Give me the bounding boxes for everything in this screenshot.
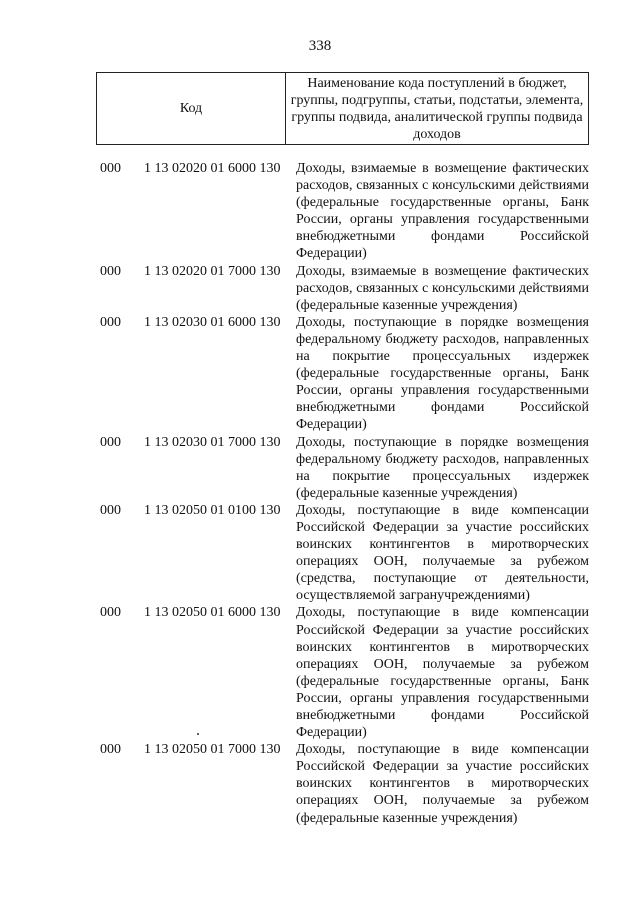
table-row xyxy=(96,502,589,605)
income-code: 1 13 02030 01 7000 130 xyxy=(144,434,281,450)
income-code: 1 13 02030 01 6000 130 xyxy=(144,314,281,330)
admin-code: 000 xyxy=(100,314,121,330)
admin-code: 000 xyxy=(100,742,121,758)
income-name: Доходы, поступающие в виде компенсации Российской Федерации за участие российских воинских контингентов в миротворческих операциях ООН, получаемые за рубежом (федеральные государственные органы, Банк России, органы управления государственными внебюджетными фондами Российской Федерации) xyxy=(296,605,589,741)
page-number: 338 xyxy=(308,38,332,54)
income-name: Доходы, поступающие в виде компенсации Российской Федерации за участие российских воинских контингентов в миротворческих операциях ООН, получаемые за рубежом (федеральные казенные учреждения) xyxy=(296,742,589,826)
table-row xyxy=(96,314,589,434)
admin-code: 000 xyxy=(100,502,121,518)
income-code: 1 13 02050 01 6000 130 xyxy=(144,605,281,621)
table-header xyxy=(96,72,589,145)
income-name: Доходы, поступающие в порядке возмещения федеральному бюджету расходов, направленных на покрытие процессуальных издержек (федеральные государственные органы, Банк России, органы управления государственными внебюджетными фондами Российской Федерации) xyxy=(296,314,589,433)
header-name-label: Наименование кода поступлений в бюджет, группы, подгруппы, статьи, подстатьи, элемента, группы подвида, аналитической группы подвида доходов xyxy=(290,75,584,142)
scan-speck xyxy=(197,733,199,735)
admin-code: 000 xyxy=(100,605,121,621)
income-code-list xyxy=(96,160,589,827)
income-name: Доходы, поступающие в порядке возмещения федеральному бюджету расходов, направленных на покрытие процессуальных издержек (федеральные казенные учреждения) xyxy=(296,434,589,501)
table-row xyxy=(96,263,589,314)
income-name: Доходы, поступающие в виде компенсации Российской Федерации за участие российских воинских контингентов в миротворческих операциях ООН, получаемые за рубежом (средства, поступающие от деятельности, осуществляемой загранучреждениями) xyxy=(296,502,589,604)
income-name: Доходы, взимаемые в возмещение фактических расходов, связанных с консульскими действиями (федеральные казенные учреждения) xyxy=(296,263,589,313)
table-row xyxy=(96,604,589,741)
table-row xyxy=(96,741,589,826)
admin-code: 000 xyxy=(100,434,121,450)
income-code: 1 13 02020 01 6000 130 xyxy=(144,161,281,176)
table-row xyxy=(96,160,589,263)
admin-code: 000 xyxy=(100,263,121,279)
admin-code: 000 xyxy=(100,161,121,176)
income-code: 1 13 02050 01 0100 130 xyxy=(144,502,281,518)
table-row xyxy=(96,434,589,502)
income-name: Доходы, взимаемые в возмещение фактических расходов, связанных с консульскими действиями (федеральные государственные органы, Банк России, органы управления государственными внебюджетными фондами Российской Федерации) xyxy=(296,161,589,262)
header-code-label: Код xyxy=(97,73,286,144)
income-code: 1 13 02020 01 7000 130 xyxy=(144,263,281,279)
income-code: 1 13 02050 01 7000 130 xyxy=(144,742,281,758)
